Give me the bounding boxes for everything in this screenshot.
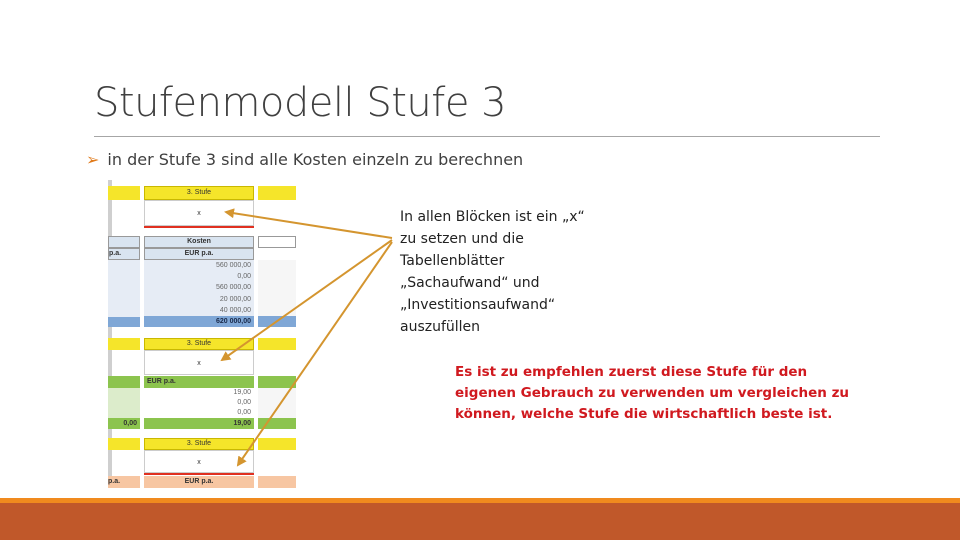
block3-value: 0,00 xyxy=(237,409,251,416)
block3-total: 19,00 xyxy=(144,418,254,429)
bullet-text: in der Stufe 3 sind alle Kosten einzeln zu berechnen xyxy=(107,150,524,169)
slide-title: Stufenmodell Stufe 3 xyxy=(94,80,507,126)
block3-value: 19,00 xyxy=(233,389,251,396)
note-line: eigenen Gebrauch zu verwenden um vergleichen zu xyxy=(455,385,850,401)
note-line: auszufüllen xyxy=(400,319,481,335)
recommendation-note xyxy=(455,362,855,425)
block4-left-label: p.a. xyxy=(108,476,140,488)
block2-left-label: p.a. xyxy=(108,248,140,260)
block2-subheader: EUR p.a. xyxy=(144,248,254,260)
instruction-note xyxy=(400,206,600,338)
note-line: Tabellenblätter xyxy=(400,253,505,269)
note-line: Es ist zu empfehlen zuerst diese Stufe für den xyxy=(455,364,808,380)
arrow-to-block3 xyxy=(222,240,392,360)
block2-value: 40 000,00 xyxy=(144,305,254,316)
note-line: zu setzen und die xyxy=(400,231,524,247)
block3-subheader: EUR p.a. xyxy=(144,376,254,388)
arrow-to-block1 xyxy=(226,212,392,238)
block3-header: 3. Stufe xyxy=(144,338,254,350)
note-line: In allen Blöcken ist ein „x“ xyxy=(400,209,585,225)
arrow-to-block4 xyxy=(238,242,392,465)
block1-header: 3. Stufe xyxy=(144,186,254,200)
block3-mark-cell: x xyxy=(144,350,254,375)
block2-total: 620 000,00 xyxy=(144,316,254,327)
block2-header: Kosten xyxy=(144,236,254,248)
note-line: „Investitionsaufwand“ xyxy=(400,297,556,313)
block2-value: 560 000,00 xyxy=(144,260,254,271)
note-line: „Sachaufwand“ und xyxy=(400,275,540,291)
block4-subheader: EUR p.a. xyxy=(144,476,254,488)
block4-header: 3. Stufe xyxy=(144,438,254,450)
block4-mark-cell: x xyxy=(144,450,254,473)
block2-value: 20 000,00 xyxy=(144,294,254,305)
block2-value: 0,00 xyxy=(144,271,254,282)
block2-value: 560 000,00 xyxy=(144,282,254,294)
block3-value: 0,00 xyxy=(237,399,251,406)
block3-left-total: 0,00 xyxy=(108,418,140,429)
footer-bar xyxy=(0,503,960,540)
note-line: können, welche Stufe die wirtschaftlich beste ist. xyxy=(455,406,833,422)
block1-mark-cell: x xyxy=(144,200,254,226)
arrow-bullet-icon: ➢ xyxy=(86,150,100,169)
